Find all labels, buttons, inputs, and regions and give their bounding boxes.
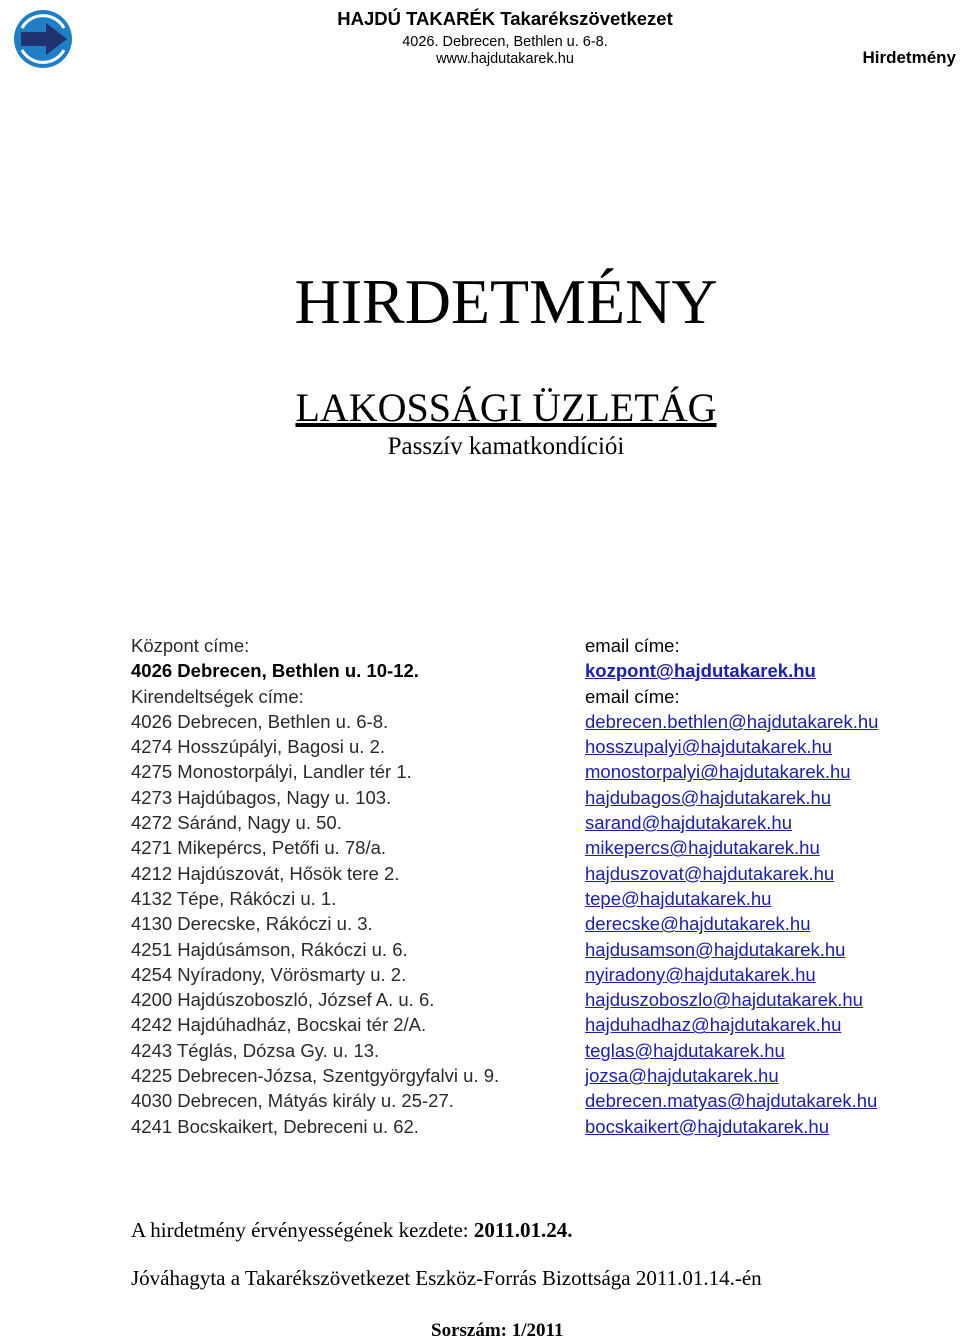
email-label: email címe: — [585, 685, 680, 707]
address-line: 4030 Debrecen, Mátyás király u. 25-27. — [131, 1090, 454, 1112]
email-link[interactable]: hajduszoboszlo@hajdutakarek.hu — [585, 989, 863, 1011]
email-link[interactable]: debrecen.matyas@hajdutakarek.hu — [585, 1090, 878, 1112]
address-line: 4275 Monostorpályi, Landler tér 1. — [131, 761, 412, 783]
address-line: Központ címe: — [131, 635, 250, 656]
address-line: 4273 Hajdúbagos, Nagy u. 103. — [131, 786, 392, 808]
email-link[interactable]: kozpont@hajdutakarek.hu — [585, 660, 816, 682]
email-link[interactable]: jozsa@hajdutakarek.hu — [585, 1065, 779, 1087]
arrow-logo-icon — [12, 8, 74, 70]
address-line: 4271 Mikepércs, Petőfi u. 78/a. — [131, 837, 387, 859]
email-link[interactable]: mikepercs@hajdutakarek.hu — [585, 837, 820, 859]
address-line: 4200 Hajdúszoboszló, József A. u. 6. — [131, 989, 435, 1011]
company-website: www.hajdutakarek.hu — [436, 51, 574, 67]
email-link[interactable]: bocskaikert@hajdutakarek.hu — [585, 1115, 829, 1137]
serial-label: Sorszám: — [431, 1320, 512, 1341]
address-line: 4242 Hajdúhadház, Bocskai tér 2/A. — [131, 1014, 427, 1036]
address-line: 4026 Debrecen, Bethlen u. 6-8. — [131, 710, 389, 732]
email-link[interactable]: sarand@hajdutakarek.hu — [585, 812, 792, 834]
address-line: 4130 Derecske, Rákóczi u. 3. — [131, 913, 373, 935]
email-label: email címe: — [585, 635, 680, 656]
company-name: HAJDÚ TAKARÉK Takarékszövetkezet — [337, 8, 673, 29]
validity-statement — [131, 1218, 572, 1243]
email-link[interactable]: hajdusamson@hajdutakarek.hu — [585, 938, 846, 960]
address-line: 4241 Bocskaikert, Debreceni u. 62. — [131, 1115, 419, 1137]
address-line: 4251 Hajdúsámson, Rákóczi u. 6. — [131, 938, 408, 960]
subtitle: Passzív kamatkondíciói — [387, 433, 625, 460]
section-title: LAKOSSÁGI ÜZLETÁG — [295, 385, 717, 430]
address-list — [131, 633, 499, 1139]
address-line: 4274 Hosszúpályi, Bagosi u. 2. — [131, 736, 386, 758]
address-line: 4243 Téglás, Dózsa Gy. u. 13. — [131, 1039, 380, 1061]
address-line: 4132 Tépe, Rákóczi u. 1. — [131, 887, 337, 909]
email-link[interactable]: hajduhadhaz@hajdutakarek.hu — [585, 1014, 842, 1036]
validity-label: A hirdetmény érvényességének kezdete: — [131, 1218, 474, 1242]
email-link[interactable]: hajdubagos@hajdutakarek.hu — [585, 786, 832, 808]
page-title: HIRDETMÉNY — [294, 266, 718, 337]
email-link[interactable]: derecske@hajdutakarek.hu — [585, 913, 811, 935]
address-line: 4254 Nyíradony, Vörösmarty u. 2. — [131, 963, 407, 985]
company-address: 4026. Debrecen, Bethlen u. 6-8. — [402, 34, 608, 50]
approval-statement: Jóváhagyta a Takarékszövetkezet Eszköz-Forrás Bizottsága 2011.01.14.-én — [131, 1266, 762, 1290]
address-line: 4026 Debrecen, Bethlen u. 10-12. — [131, 660, 419, 682]
serial-number — [431, 1320, 563, 1342]
validity-date: 2011.01.24. — [473, 1218, 573, 1242]
email-link[interactable]: monostorpalyi@hajdutakarek.hu — [585, 761, 851, 783]
address-line: 4272 Sáránd, Nagy u. 50. — [131, 812, 342, 834]
serial-value: 1/2011 — [511, 1320, 564, 1341]
email-link[interactable]: teglas@hajdutakarek.hu — [585, 1039, 785, 1061]
address-line: Kirendeltségek címe: — [131, 685, 304, 707]
email-link[interactable]: hajduszovat@hajdutakarek.hu — [585, 862, 835, 884]
email-link[interactable]: nyiradony@hajdutakarek.hu — [585, 963, 816, 985]
email-list — [585, 633, 878, 1139]
email-link[interactable]: debrecen.bethlen@hajdutakarek.hu — [585, 710, 879, 732]
address-line: 4225 Debrecen-Józsa, Szentgyörgyfalvi u. 9. — [131, 1065, 500, 1087]
document-label: Hirdetmény — [862, 48, 956, 67]
address-line: 4212 Hajdúszovát, Hősök tere 2. — [131, 862, 400, 884]
email-link[interactable]: hosszupalyi@hajdutakarek.hu — [585, 736, 833, 758]
email-link[interactable]: tepe@hajdutakarek.hu — [585, 887, 772, 909]
